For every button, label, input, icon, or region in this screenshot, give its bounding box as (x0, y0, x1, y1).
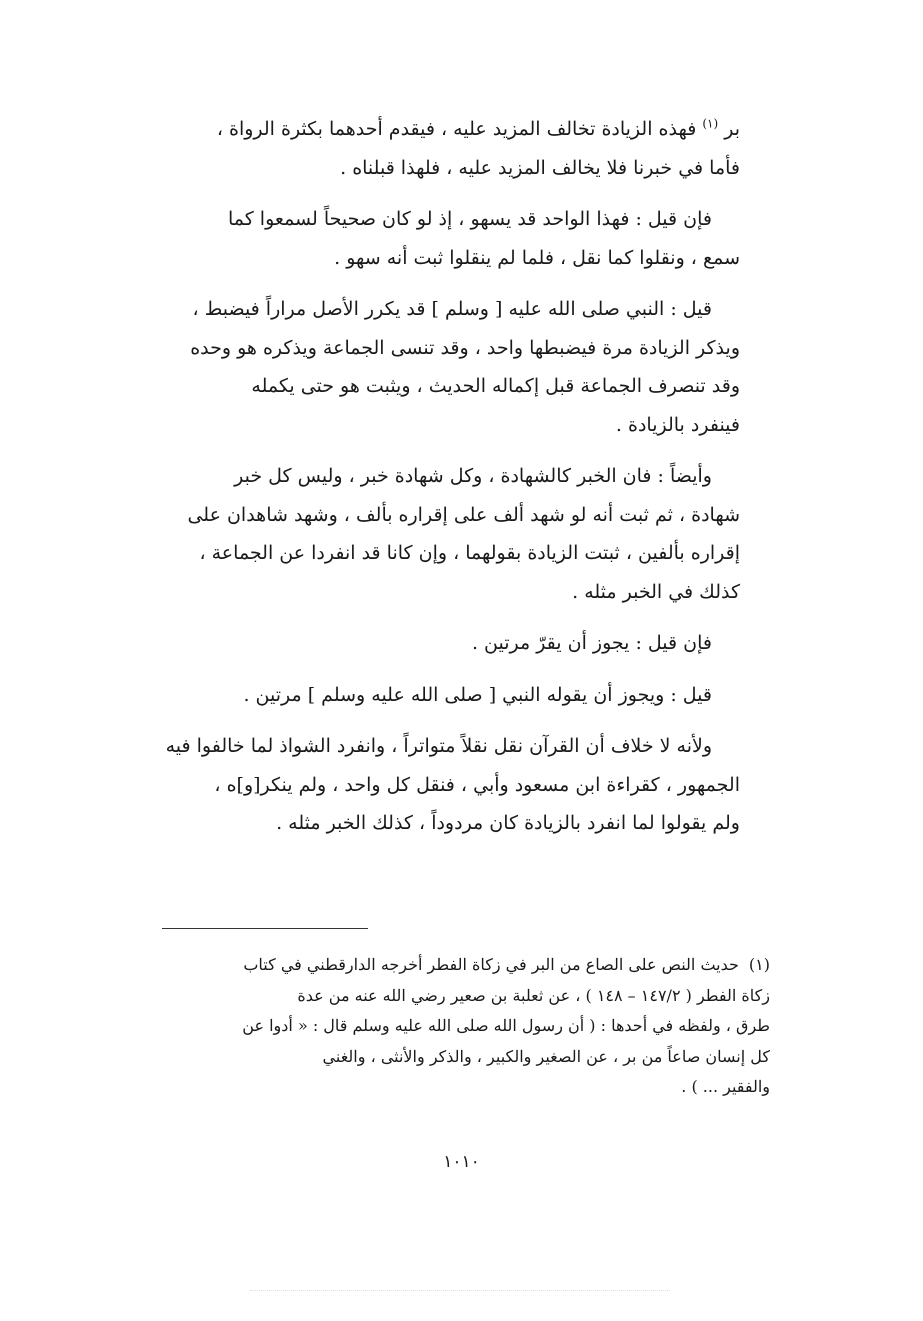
scan-edge-line (250, 1290, 670, 1292)
footnote (130, 950, 770, 1103)
page-number: ١٠١٠ (443, 1152, 480, 1172)
paragraph-2: فإن قيل : فهذا الواحد قد يسهو ، إذ لو كان صحيحاً لسمعوا كما سمع ، ونقلوا كما نقل ، فلما لم ينقلوا ثبت أنه سهو . (227, 208, 740, 269)
footnote-separator (162, 928, 368, 929)
paragraph-3: قيل : النبي صلى الله عليه [ وسلم ] قد يكرر الأصل مراراً فيضبط ، ويذكر الزيادة مرة فيضبطها واحد ، وقد تنسى الجماعة ويذكره هو وحده وقد تنصرف الجماعة قبل إكماله الحديث ، ويثبت هو حتى يكمله فينفرد بالزيادة . (190, 298, 740, 436)
paragraph-7: ولأنه لا خلاف أن القرآن نقل نقلاً متواتراً ، وانفرد الشواذ لما خالفوا فيه الجمهور ، كقراءة ابن مسعود وأبي ، فنقل كل واحد ، ولم ينكر[و]ه ، ولم يقولوا لما انفرد بالزيادة كان مردوداً ، كذلك الخبر مثله . (165, 735, 740, 834)
paragraph-1-pre: بر (724, 118, 740, 140)
paragraph-1-post: فهذه الزيادة تخالف المزيد عليه ، فيقدم أحدهما بكثرة الرواة ، فأما في خبرنا فلا يخالف المزيد عليه ، فلهذا قبلناه . (216, 118, 740, 179)
footnote-text: حديث النص على الصاع من البر في زكاة الفطر أخرجه الدارقطني في كتاب زكاة الفطر ( ١٤٧/٢ – ١٤٨ ) ، عن ثعلبة بن صعير رضي الله عنه من عدة طرق ، ولفظه في أحدها : ( أن رسول الله صلى الله عليه وسلم قال : « أدوا عن كل إنسان صاعاً من بر ، عن الصغير والكبير ، والذكر والأنثى ، والغني والفقير ... ) . (242, 955, 770, 1096)
paragraph-1 (130, 110, 740, 187)
paragraph-6: قيل : ويجوز أن يقوله النبي [ صلى الله عليه وسلم ] مرتين . (243, 683, 712, 706)
paragraph-5: فإن قيل : يجوز أن يقرّ مرتين . (471, 632, 712, 654)
footnote-marker: (١) (748, 955, 770, 974)
paragraph-4: وأيضاً : فان الخبر كالشهادة ، وكل شهادة خبر ، وليس كل خبر شهادة ، ثم ثبت أنه لو شهد ألف على إقراره بألف ، وشهد شاهدان على إقراره بألفين ، ثبتت الزيادة بقولهما ، وإن كانا قد انفردا عن الجماعة ، كذلك في الخبر مثله . (187, 465, 740, 603)
page-body (130, 110, 740, 1290)
footnote-reference[interactable]: (١) (702, 116, 719, 131)
